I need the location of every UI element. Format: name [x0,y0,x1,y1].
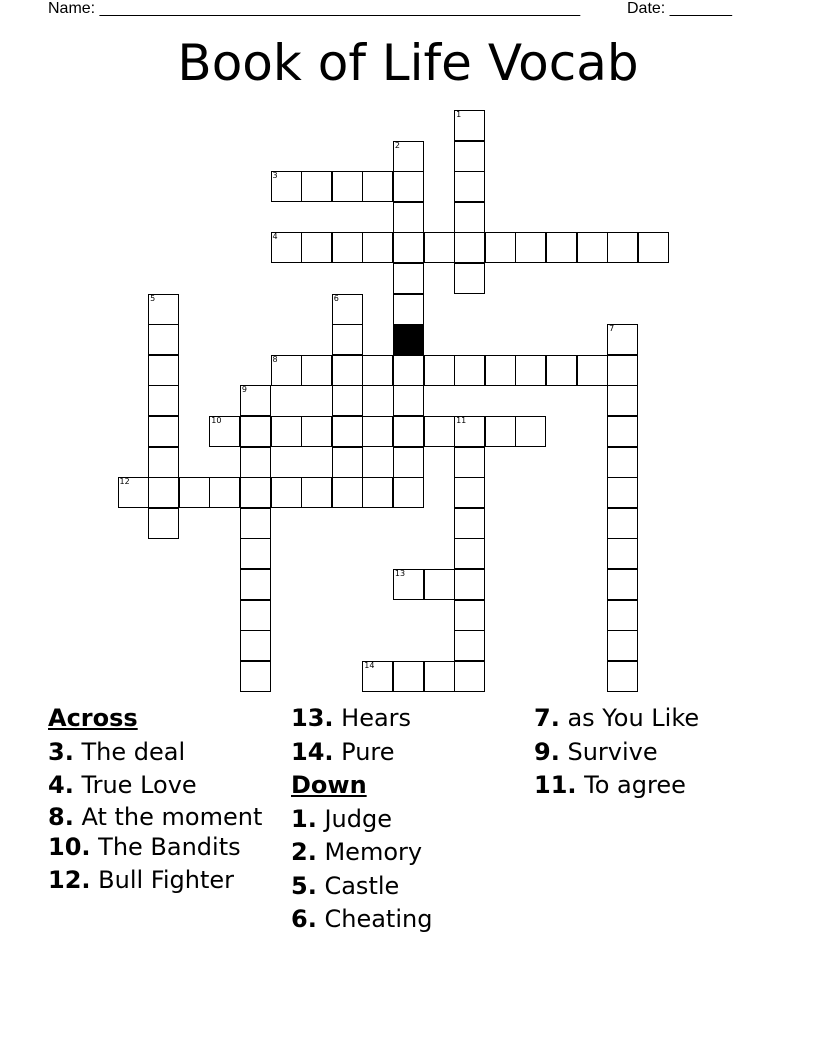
grid-cell[interactable] [362,232,393,263]
grid-cell[interactable] [607,416,638,447]
grid-cell[interactable] [240,661,271,692]
grid-cell[interactable] [362,661,393,692]
cell-number: 6 [333,293,339,303]
cell-number: 5 [150,293,156,303]
clue-down-9 [534,736,774,770]
grid-cell[interactable] [179,477,210,508]
clue-text: Cheating [324,905,433,933]
clue-across-12 [48,864,278,898]
grid-cell[interactable] [332,232,363,263]
clue-number: 6. [291,905,317,933]
clue-across-3 [48,736,278,770]
grid-cell[interactable] [454,508,485,539]
clue-column-2 [291,702,521,937]
name-field-label: Name: ______________________________________________________ [48,0,581,17]
clue-down-1 [291,803,521,837]
grid-cell[interactable] [301,232,332,263]
clue-number: 14. [291,737,334,766]
grid-cell[interactable] [362,355,393,386]
clue-number: 7. [534,704,560,732]
grid-cell[interactable] [393,569,424,600]
clue-number: 3. [48,737,74,766]
grid-cell[interactable] [393,661,424,692]
down-heading: Down [291,771,367,799]
clue-text: Pure [341,737,395,766]
grid-cell[interactable] [148,508,179,539]
cell-number: 7 [609,324,615,334]
grid-cell[interactable] [148,447,179,478]
grid-cell[interactable] [148,294,179,325]
grid-cell[interactable] [454,232,485,263]
grid-cell[interactable] [240,569,271,600]
grid-cell[interactable] [607,600,638,631]
clue-down-7 [534,702,774,736]
grid-cell[interactable] [301,477,332,508]
cell-number: 11 [456,416,467,425]
grid-cell[interactable] [607,477,638,508]
grid-cell[interactable] [393,416,424,447]
grid-cell[interactable] [393,294,424,325]
grid-cell[interactable] [332,416,363,447]
clue-text: Survive [567,737,658,766]
clue-number: 1. [291,804,317,833]
grid-cell[interactable] [424,232,455,263]
clue-text: The Bandits [98,832,241,861]
grid-cell[interactable] [607,232,638,263]
grid-cell[interactable] [271,232,302,263]
grid-cell[interactable] [332,385,363,416]
grid-cell[interactable] [271,355,302,386]
grid-cell[interactable] [424,416,455,447]
clue-across-10 [48,831,278,865]
grid-cell[interactable] [240,508,271,539]
grid-cell[interactable] [454,661,485,692]
grid-cell[interactable] [454,171,485,202]
grid-cell[interactable] [424,355,455,386]
grid-cell[interactable] [454,141,485,172]
grid-cell[interactable] [485,355,516,386]
clue-number: 8. [48,802,74,831]
grid-cell[interactable] [454,630,485,661]
clue-text: The deal [81,737,186,766]
clue-text: True Love [81,771,197,799]
grid-cell[interactable] [393,477,424,508]
clue-text: At the moment [81,802,263,831]
grid-cell[interactable] [424,661,455,692]
grid-cell[interactable] [148,477,179,508]
cell-number: 10 [211,416,222,425]
clue-text: Hears [341,704,412,732]
date-field-label: Date: _______ [627,0,732,17]
grid-cell[interactable] [362,171,393,202]
grid-cell[interactable] [240,630,271,661]
grid-cell[interactable] [607,630,638,661]
clue-across-14 [291,736,521,770]
clue-down-2 [291,836,521,870]
cell-number: 2 [394,140,400,150]
cell-number: 9 [241,385,247,395]
grid-cell[interactable] [577,232,608,263]
grid-cell[interactable] [424,569,455,600]
grid-cell[interactable] [148,324,179,355]
grid-cell[interactable] [148,385,179,416]
grid-cell[interactable] [454,416,485,447]
clue-number: 11. [534,771,577,799]
grid-cell[interactable] [240,538,271,569]
grid-cell[interactable] [362,416,393,447]
clue-number: 2. [291,838,317,866]
grid-cell[interactable] [240,416,271,447]
grid-cell[interactable] [332,324,363,355]
grid-cell[interactable] [393,263,424,294]
clue-column-3 [534,702,774,803]
grid-cell[interactable] [454,447,485,478]
clue-number: 13. [291,704,334,732]
cell-number: 13 [394,569,406,578]
grid-cell[interactable] [607,508,638,539]
grid-cell[interactable] [515,416,546,447]
grid-cell[interactable] [240,477,271,508]
blocked-cell [393,324,424,355]
grid-cell[interactable] [607,385,638,416]
grid-cell[interactable] [577,355,608,386]
grid-cell[interactable] [332,447,363,478]
grid-cell[interactable] [546,355,577,386]
clue-across-4 [48,769,278,803]
grid-cell[interactable] [240,447,271,478]
grid-cell[interactable] [240,600,271,631]
clue-number: 4. [48,771,74,799]
clue-number: 12. [48,866,91,894]
grid-cell[interactable] [393,141,424,172]
clue-across-8 [48,803,278,831]
grid-cell[interactable] [515,355,546,386]
clue-text: To agree [584,771,686,799]
grid-cell[interactable] [607,661,638,692]
grid-cell[interactable] [332,477,363,508]
grid-cell[interactable] [209,416,240,447]
grid-cell[interactable] [454,355,485,386]
grid-cell[interactable] [454,600,485,631]
grid-cell[interactable] [454,477,485,508]
across-heading: Across [48,704,138,732]
clue-number: 9. [534,737,560,766]
grid-cell[interactable] [271,477,302,508]
cell-number: 8 [272,354,278,364]
cell-number: 14 [364,660,375,670]
cell-number: 1 [456,110,462,119]
grid-cell[interactable] [332,171,363,202]
grid-cell[interactable] [301,355,332,386]
grid-cell[interactable] [393,202,424,233]
grid-cell[interactable] [638,232,669,263]
clue-text: Judge [324,804,392,833]
grid-cell[interactable] [607,538,638,569]
grid-cell[interactable] [515,232,546,263]
grid-cell[interactable] [607,447,638,478]
grid-cell[interactable] [485,416,516,447]
grid-cell[interactable] [393,171,424,202]
clue-column-1 [48,702,278,898]
grid-cell[interactable] [148,355,179,386]
clue-number: 5. [291,871,317,900]
clue-text: Castle [324,871,400,900]
grid-cell[interactable] [607,355,638,386]
grid-cell[interactable] [393,232,424,263]
grid-cell[interactable] [454,202,485,233]
grid-cell[interactable] [546,232,577,263]
grid-cell[interactable] [393,447,424,478]
grid-cell[interactable] [607,324,638,355]
grid-cell[interactable] [301,171,332,202]
clue-text: as You Like [567,704,700,732]
clue-text: Bull Fighter [98,866,235,894]
clue-number: 10. [48,832,91,861]
grid-cell[interactable] [271,171,302,202]
grid-cell[interactable] [393,385,424,416]
clue-down-5 [291,870,521,904]
grid-cell[interactable] [454,110,485,141]
cell-number: 3 [272,171,278,181]
grid-cell[interactable] [271,416,302,447]
clue-across-13 [291,702,521,736]
grid-cell[interactable] [332,294,363,325]
grid-cell[interactable] [332,355,363,386]
grid-cell[interactable] [118,477,149,508]
clue-down-6 [291,903,521,937]
cell-number: 4 [272,232,278,242]
grid-cell[interactable] [240,385,271,416]
grid-cell[interactable] [454,569,485,600]
clue-text: Memory [324,838,423,866]
grid-cell[interactable] [485,232,516,263]
page-title: Book of Life Vocab [177,34,639,92]
grid-cell[interactable] [148,416,179,447]
grid-cell[interactable] [454,263,485,294]
clue-down-11 [534,769,774,803]
cell-number: 12 [119,477,130,487]
grid-cell[interactable] [607,569,638,600]
grid-cell[interactable] [393,355,424,386]
grid-cell[interactable] [362,477,393,508]
grid-cell[interactable] [209,477,240,508]
grid-cell[interactable] [454,538,485,569]
grid-cell[interactable] [301,416,332,447]
